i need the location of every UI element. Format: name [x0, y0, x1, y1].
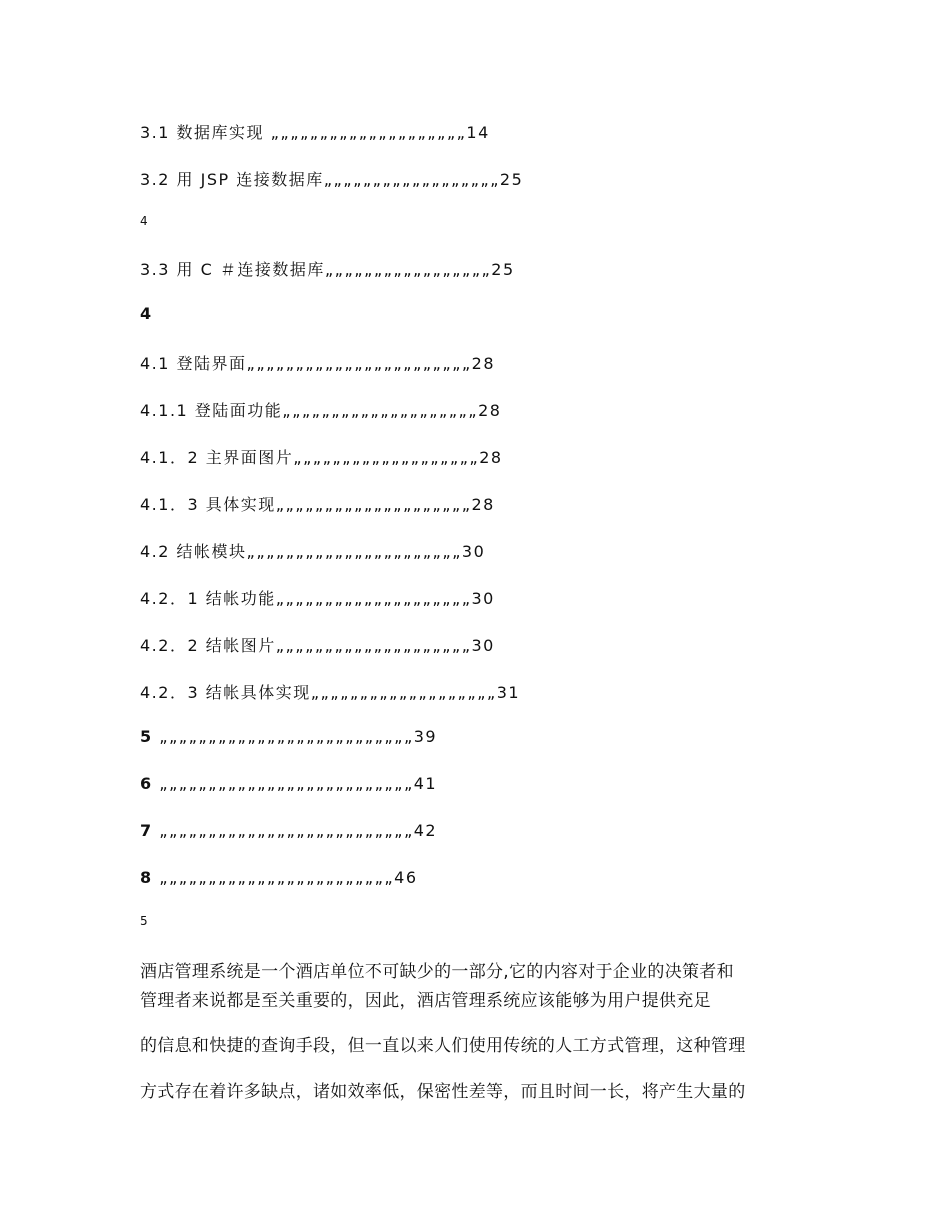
toc-entry-3-3: 3.3 用 C ＃连接数据库„„„„„„„„„„„„„„„„„25 — [140, 260, 515, 279]
toc-entry-5: 5 „„„„„„„„„„„„„„„„„„„„„„„„„„39 — [140, 727, 438, 746]
toc-entry-4-1-1: 4.1.1 登陆面功能„„„„„„„„„„„„„„„„„„„„28 — [140, 401, 502, 420]
toc-entry-6: 6 „„„„„„„„„„„„„„„„„„„„„„„„„„41 — [140, 774, 438, 793]
toc-entry-3-2: 3.2 用 JSP 连接数据库„„„„„„„„„„„„„„„„„„25 — [140, 170, 524, 189]
chapter-heading-4: 4 — [140, 304, 153, 323]
paragraph-line: 酒店管理系统是一个酒店单位不可缺少的一部分,它的内容对于企业的决策者和 — [140, 962, 734, 982]
toc-entry-4-1-3: 4.1．3 具体实现„„„„„„„„„„„„„„„„„„„„28 — [140, 495, 495, 514]
toc-entry-4-2-1: 4.2．1 结帐功能„„„„„„„„„„„„„„„„„„„„30 — [140, 589, 495, 608]
toc-entry-4-2-2: 4.2．2 结帐图片„„„„„„„„„„„„„„„„„„„„30 — [140, 636, 495, 655]
toc-entry-3-1: 3.1 数据库实现 „„„„„„„„„„„„„„„„„„„„14 — [140, 123, 490, 142]
paragraph-line: 的信息和快捷的查询手段，但一直以来人们使用传统的人工方式管理，这种管理 — [140, 1036, 746, 1056]
chapter-marker: 4 — [140, 214, 148, 228]
toc-entry-4-2: 4.2 结帐模块„„„„„„„„„„„„„„„„„„„„„„30 — [140, 542, 486, 561]
toc-entry-4-1-2: 4.1．2 主界面图片„„„„„„„„„„„„„„„„„„„28 — [140, 448, 503, 467]
chapter-marker: 5 — [140, 914, 148, 928]
toc-entry-7: 7 „„„„„„„„„„„„„„„„„„„„„„„„„„42 — [140, 821, 438, 840]
toc-entry-4-1: 4.1 登陆界面„„„„„„„„„„„„„„„„„„„„„„„28 — [140, 354, 496, 373]
paragraph-line: 方式存在着许多缺点，诸如效率低，保密性差等，而且时间一长，将产生大量的 — [140, 1082, 746, 1102]
toc-entry-4-2-3: 4.2．3 结帐具体实现„„„„„„„„„„„„„„„„„„„31 — [140, 683, 521, 702]
paragraph-line: 管理者来说都是至关重要的，因此，酒店管理系统应该能够为用户提供充足 — [140, 991, 711, 1011]
toc-entry-8: 8 „„„„„„„„„„„„„„„„„„„„„„„„46 — [140, 868, 418, 887]
